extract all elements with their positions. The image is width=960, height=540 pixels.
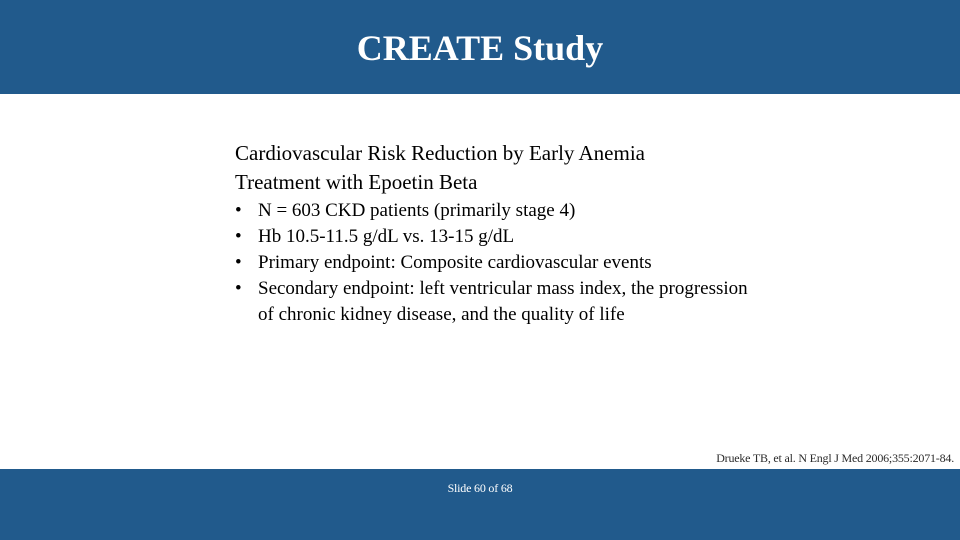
slide-number: Slide 60 of 68 — [447, 481, 513, 495]
bullet-text: Hb 10.5-11.5 g/dL vs. 13-15 g/dL — [258, 226, 515, 247]
bullet-icon: • — [235, 226, 242, 247]
bullet-icon: • — [235, 200, 242, 221]
bullet-icon: • — [235, 252, 242, 273]
bullet-icon: • — [235, 278, 242, 299]
subtitle-line-2: Treatment with Epoetin Beta — [235, 170, 478, 194]
slide-subtitle — [235, 139, 755, 197]
bullet-item — [235, 198, 755, 224]
bullet-item — [235, 276, 755, 328]
bullet-list — [235, 198, 755, 328]
slide-title: CREATE Study — [356, 28, 604, 68]
slide-content — [235, 139, 755, 328]
bullet-text: N = 603 CKD patients (primarily stage 4) — [258, 200, 576, 221]
citation: Drueke TB, et al. N Engl J Med 2006;355:2071-84. — [716, 451, 954, 465]
bullet-text: Primary endpoint: Composite cardiovascular events — [258, 252, 652, 273]
bullet-text: Secondary endpoint: left ventricular mass index, the progression of chronic kidney disease, and the quality of life — [258, 278, 748, 325]
subtitle-line-1: Cardiovascular Risk Reduction by Early Anemia — [235, 141, 645, 165]
bullet-item — [235, 250, 755, 276]
bullet-item — [235, 224, 755, 250]
